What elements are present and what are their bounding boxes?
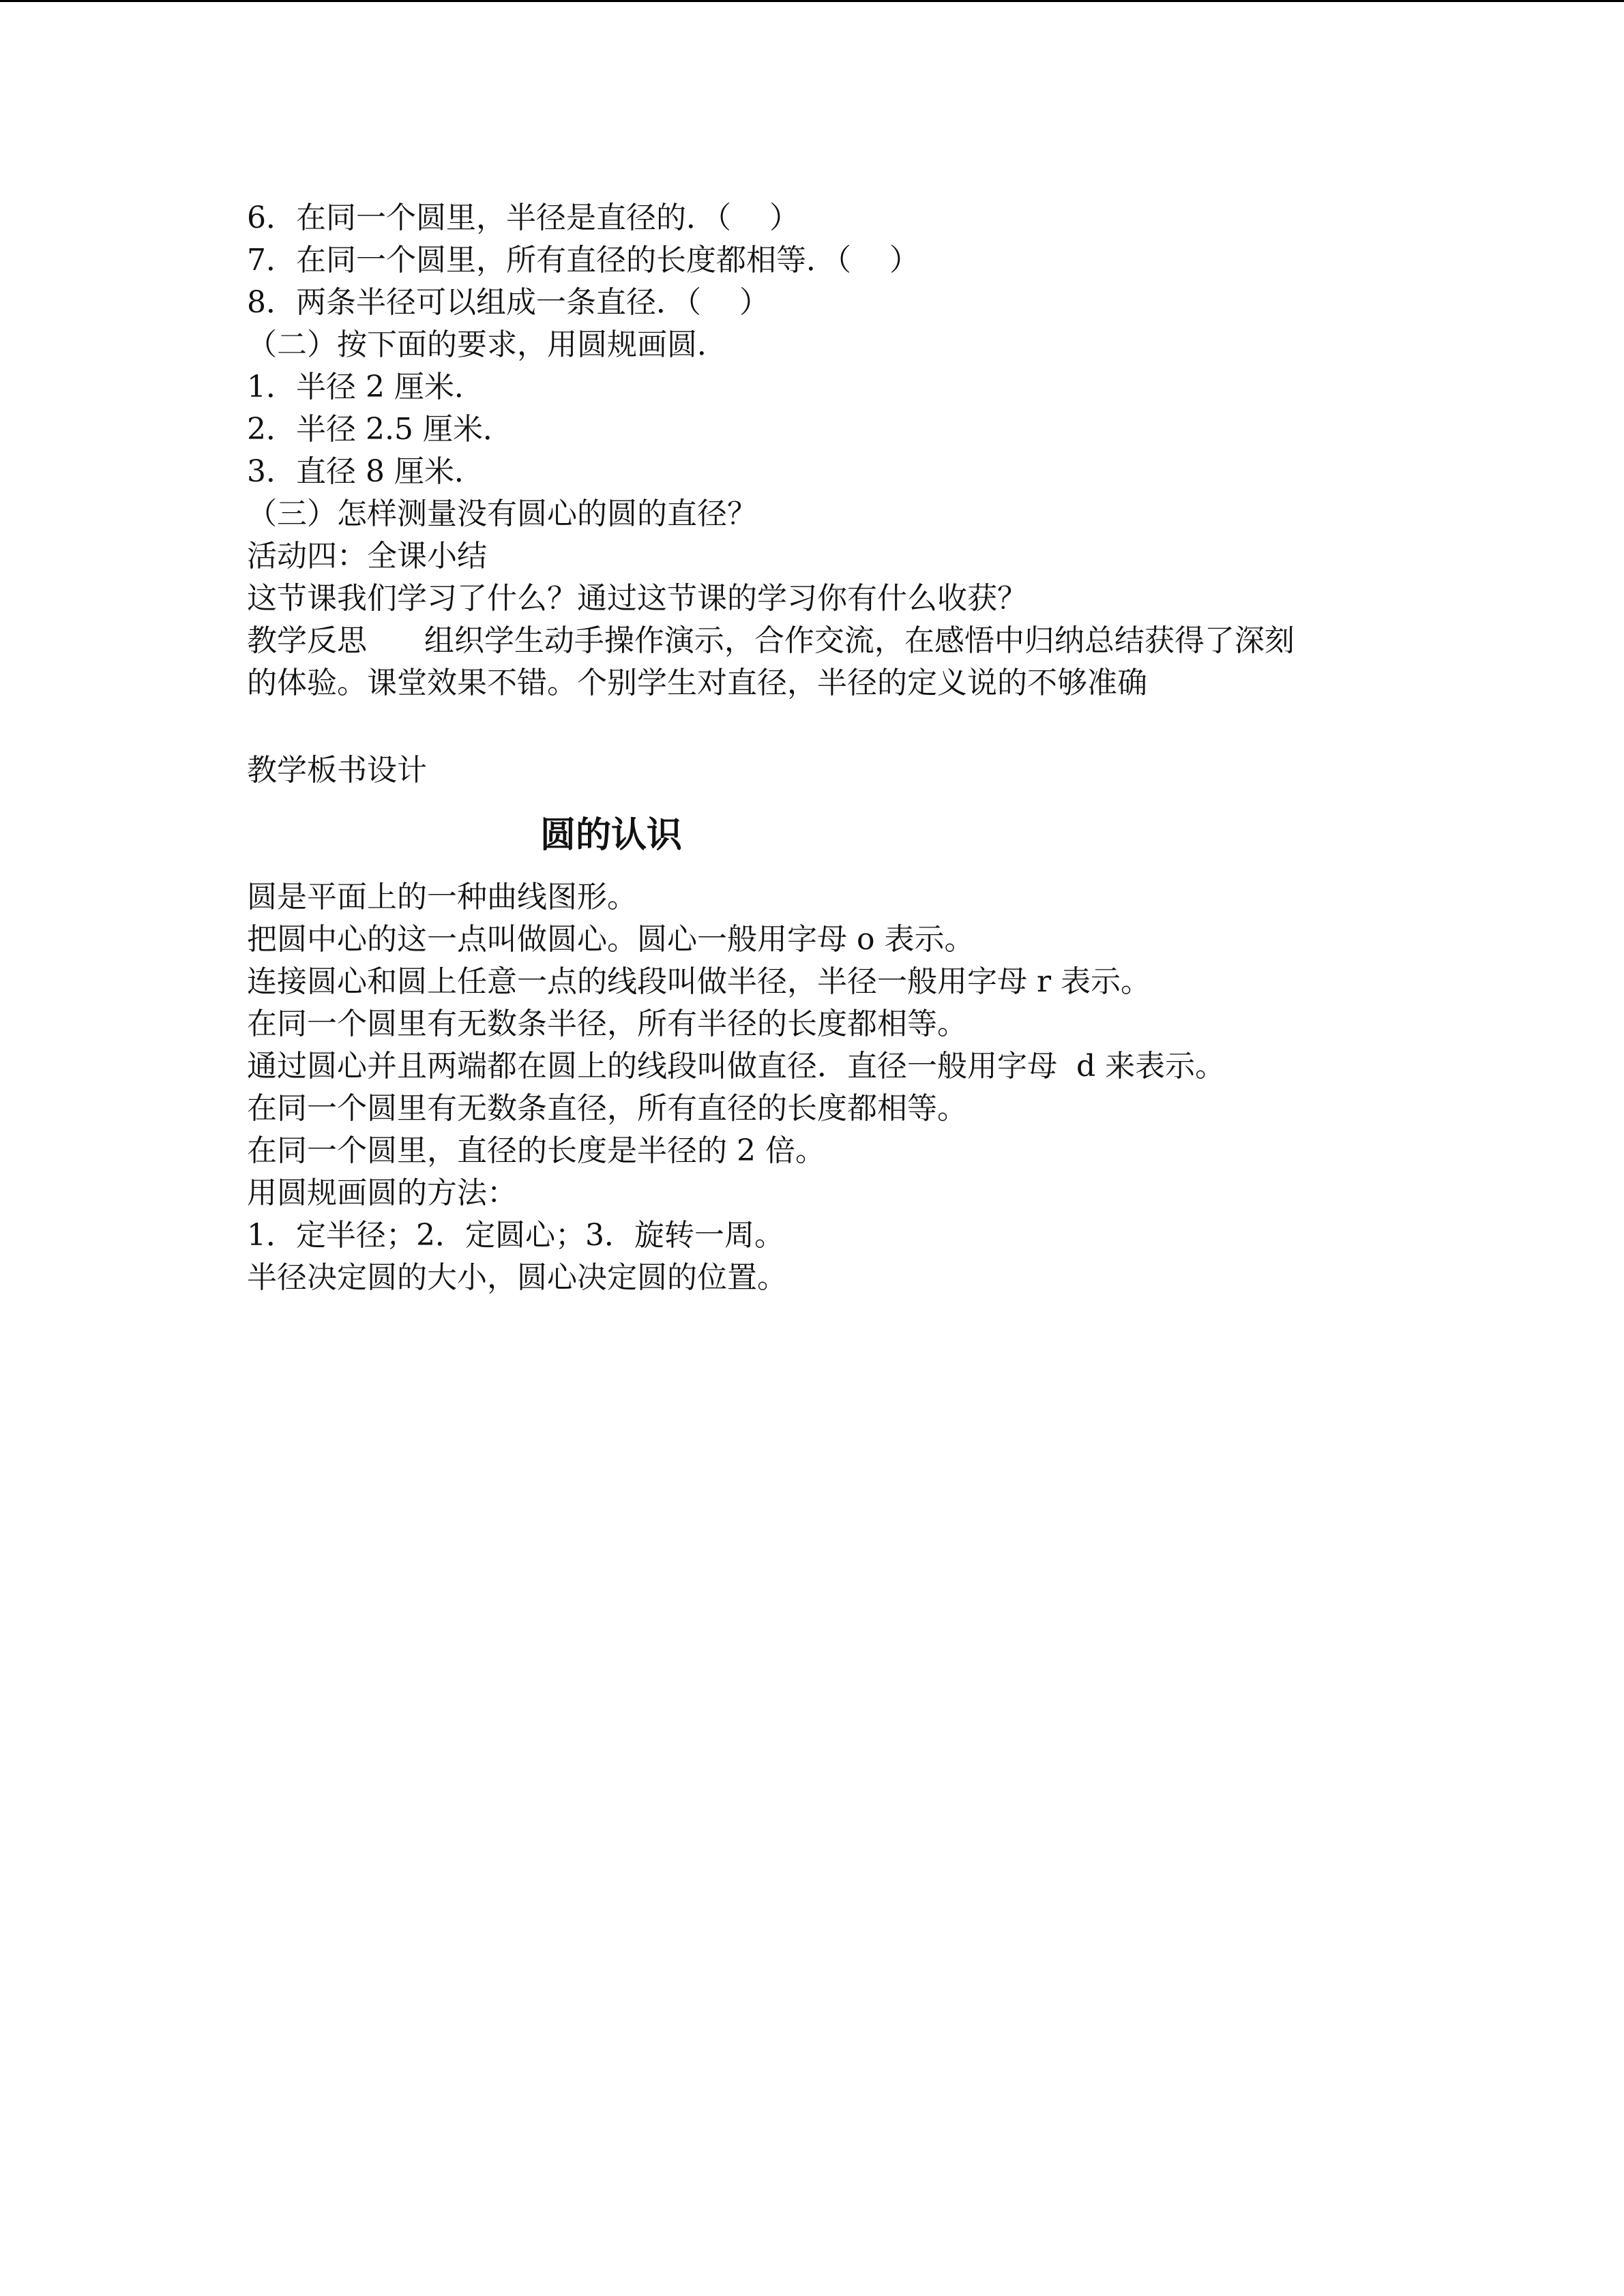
question-7: 7．在同一个圆里，所有直径的长度都相等．（ ） — [247, 243, 919, 278]
summary-question: 这节课我们学习了什么？通过这节课的学习你有什么收获？ — [247, 581, 1027, 616]
board-line-1: 圆是平面上的一种曲线图形。 — [247, 880, 637, 914]
activity-4-heading: 活动四：全课小结 — [247, 539, 487, 573]
board-line-4: 在同一个圆里有无数条半径，所有半径的长度都相等。 — [247, 1007, 967, 1041]
board-line-8: 用圆规画圆的方法： — [247, 1176, 517, 1210]
board-line-3: 连接圆心和圆上任意一点的线段叫做半径，半径一般用字母 r 表示。 — [247, 964, 1151, 999]
reflection-line-2: 的体验。课堂效果不错。个别学生对直径，半径的定义说的不够准确 — [247, 666, 1147, 700]
question-8: 8．两条半径可以组成一条直径．（ ） — [247, 285, 769, 320]
board-line-7: 在同一个圆里，直径的长度是半径的 2 倍。 — [247, 1133, 825, 1168]
board-line-9: 1．定半径；2．定圆心；3．旋转一周。 — [247, 1218, 784, 1253]
board-line-5: 通过圆心并且两端都在圆上的线段叫做直径．直径一般用字母 d 来表示。 — [247, 1049, 1226, 1084]
question-6: 6．在同一个圆里，半径是直径的．（ ） — [247, 200, 799, 235]
board-line-2: 把圆中心的这一点叫做圆心。圆心一般用字母 o 表示。 — [247, 922, 975, 957]
board-line-10: 半径决定圆的大小，圆心决定圆的位置。 — [247, 1260, 787, 1295]
section-3-heading: （三）怎样测量没有圆心的圆的直径？ — [247, 496, 757, 531]
page-top-border — [0, 0, 1624, 2]
reflection-line-1: 教学反思 组织学生动手操作演示，合作交流，在感悟中归纳总结获得了深刻 — [247, 623, 1295, 658]
board-line-6: 在同一个圆里有无数条直径，所有直径的长度都相等。 — [247, 1091, 967, 1126]
drawing-task-3: 3．直径 8 厘米． — [247, 454, 484, 489]
drawing-task-2: 2．半径 2.5 厘米． — [247, 412, 513, 447]
board-design-label: 教学板书设计 — [247, 753, 427, 788]
section-2-heading: （二）按下面的要求，用圆规画圆． — [247, 327, 727, 362]
board-title: 圆的认识 — [540, 815, 683, 856]
drawing-task-1: 1．半径 2 厘米． — [247, 370, 484, 404]
